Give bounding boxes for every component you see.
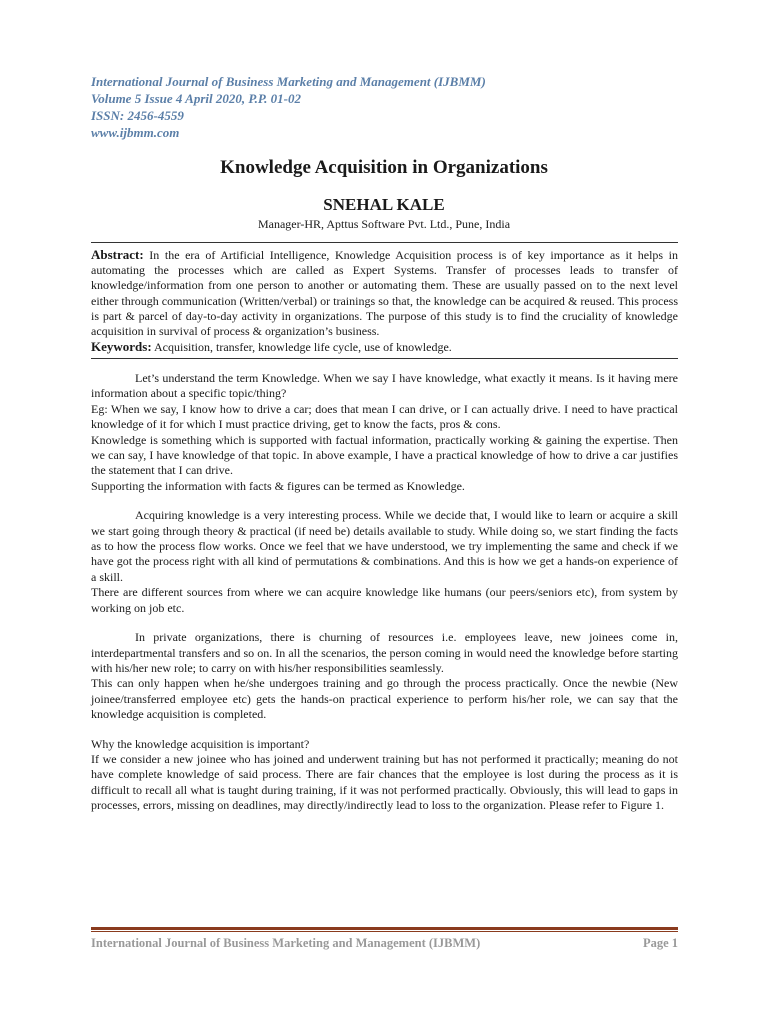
abstract-section bbox=[91, 242, 678, 359]
journal-website[interactable]: www.ijbmm.com bbox=[91, 125, 180, 140]
body-paragraph: Let’s understand the term Knowledge. When we say I have knowledge, what exactly it means. Is it having mere information about a specific topic/thing? bbox=[91, 371, 678, 401]
footer-divider bbox=[91, 927, 678, 930]
abstract-text: In the era of Artificial Intelligence, Knowledge Acquisition process is of key importance as it helps in automating the processes which are called as Expert Systems. Transfer of processes leads to transfer of knowledge/information from one person to another or automating them. These are usually passed on to the next level either through communication (Written/verbal) or trainings so that, the knowledge can be acquired & reused. This process is part & parcel of day-to-day activity in organizations. The purpose of this study is to find the cruciality of knowledge acquisition in survival of process & organization’s business. bbox=[91, 248, 679, 339]
journal-header bbox=[91, 73, 691, 141]
journal-volume: Volume 5 Issue 4 April 2020, P.P. 01-02 bbox=[91, 91, 301, 106]
footer-divider-thin bbox=[91, 931, 678, 932]
keywords-text: Acquisition, transfer, knowledge life cycle, use of knowledge. bbox=[154, 340, 452, 355]
author-affiliation: Manager-HR, Apttus Software Pvt. Ltd., Pune, India bbox=[257, 217, 511, 231]
footer-journal-name: International Journal of Business Marketing and Management (IJBMM) bbox=[91, 936, 481, 950]
body-paragraph: If we consider a new joinee who has joined and underwent training but has not performed it practically; meaning do not have complete knowledge of said process. There are fair chances that the employee is lost during the process as it is difficult to recall all what is taught during training, if it was not performed practically. Obviously, this will lead to gaps in processes, errors, missing on deadlines, may directly/indirectly lead to loss to the organization. Please refer to Figure 1. bbox=[91, 751, 678, 813]
abstract-label: Abstract: bbox=[91, 247, 144, 262]
keywords bbox=[91, 339, 678, 355]
journal-name: International Journal of Business Marketing and Management (IJBMM) bbox=[91, 74, 486, 89]
abstract bbox=[91, 247, 678, 339]
section-question: Why the knowledge acquisition is important? bbox=[91, 736, 310, 751]
body-text bbox=[91, 371, 678, 814]
keywords-label: Keywords: bbox=[91, 339, 152, 355]
body-paragraph: In private organizations, there is churning of resources i.e. employees leave, new joinees come in, interdepartmental transfers and so on. In all the scenarios, the person coming in would need the knowledge before starting with his/her new role; to carry on with his/her responsibilities seamlessly. bbox=[91, 630, 678, 675]
body-paragraph: Acquiring knowledge is a very interesting process. While we decide that, I would like to learn or acquire a skill we start going through theory & practical (if need be) details available to study. While doing so, we start finding the facts as to how the process flow works. Once we feel that we have understood, we try implementing the same and check if we have got the process right with all kind of permutations & combinations. And this is how we get a hands-on experience of a skill. bbox=[91, 508, 678, 584]
author-name: SNEHAL KALE bbox=[323, 195, 445, 214]
journal-issn: ISSN: 2456-4559 bbox=[91, 108, 184, 123]
page-footer bbox=[91, 936, 678, 951]
paper-title: Knowledge Acquisition in Organizations bbox=[220, 157, 548, 178]
body-paragraph: Eg: When we say, I know how to drive a car; does that mean I can drive, or I can actually drive. I need to have practical knowledge of it for which I must practice driving, get to know the facts, pros & cons. bbox=[91, 401, 678, 432]
body-paragraph: There are different sources from where we can acquire knowledge like humans (our peers/seniors etc), from system by working on job etc. bbox=[91, 585, 678, 615]
body-paragraph: Supporting the information with facts & figures can be termed as Knowledge. bbox=[91, 478, 465, 493]
page-number: Page 1 bbox=[642, 936, 678, 950]
body-paragraph: Knowledge is something which is supported with factual information, practically working & gaining the expertise. Then we can say, I have knowledge of that topic. In above example, I have a practical knowledge of how to drive a car justifies the statement that I can drive. bbox=[91, 432, 678, 478]
body-paragraph: This can only happen when he/she undergoes training and go through the process practically. Once the newbie (New joinee/transferred employee etc) gets the hands-on practical experience to perform his/her role, we can say that the knowledge acquisition is completed. bbox=[91, 676, 678, 722]
